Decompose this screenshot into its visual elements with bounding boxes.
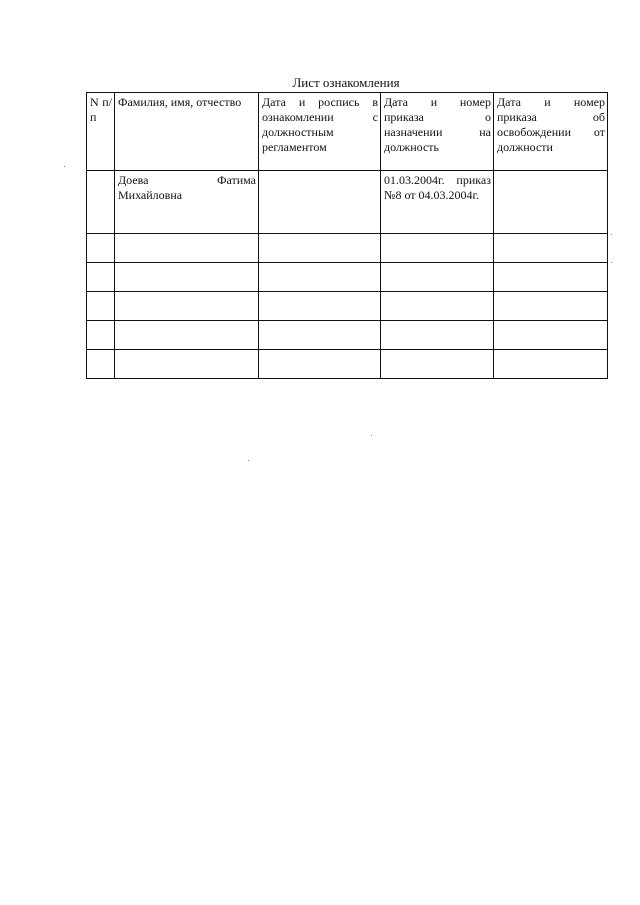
cell-full-name: Доева Фатима Михайловна: [115, 171, 259, 234]
cell-dismissal-order: [494, 292, 608, 321]
scan-speck: [64, 166, 65, 167]
cell-full-name: [115, 350, 259, 379]
cell-number: [87, 292, 115, 321]
cell-dismissal-order: [494, 171, 608, 234]
acknowledgement-table: [86, 92, 608, 379]
cell-appointment-order: [381, 234, 494, 263]
cell-number: [87, 350, 115, 379]
cell-acquaintance-date: [259, 350, 381, 379]
cell-dismissal-order: [494, 263, 608, 292]
sheet-title: Лист ознакомления: [292, 75, 400, 90]
table-row: [87, 292, 608, 321]
cell-appointment-order: 01.03.2004г. приказ №8 от 04.03.2004г.: [381, 171, 494, 234]
cell-appointment-order: [381, 292, 494, 321]
cell-appointment-order: [381, 350, 494, 379]
cell-full-name: [115, 321, 259, 350]
cell-acquaintance-date: [259, 263, 381, 292]
cell-appointment-order: [381, 321, 494, 350]
table-row: [87, 171, 608, 234]
table-row: [87, 263, 608, 292]
cell-number: [87, 234, 115, 263]
cell-full-name: [115, 292, 259, 321]
table-row: [87, 321, 608, 350]
cell-number: [87, 263, 115, 292]
cell-full-name: [115, 263, 259, 292]
scan-speck: [611, 234, 612, 235]
table-row: [87, 234, 608, 263]
header-full-name: Фамилия, имя, отчество: [115, 93, 259, 171]
cell-number: [87, 321, 115, 350]
scan-speck: [611, 262, 612, 263]
cell-number: [87, 171, 115, 234]
cell-dismissal-order: [494, 350, 608, 379]
cell-acquaintance-date: [259, 321, 381, 350]
cell-appointment-order: [381, 263, 494, 292]
cell-dismissal-order: [494, 321, 608, 350]
cell-full-name: [115, 234, 259, 263]
scan-speck: [371, 435, 372, 436]
cell-acquaintance-date: [259, 234, 381, 263]
cell-dismissal-order: [494, 234, 608, 263]
header-acquaintance-date: Дата и роспись в ознакомлении с должностным регламентом: [259, 93, 381, 171]
cell-acquaintance-date: [259, 292, 381, 321]
header-appointment-order: Дата и номер приказа о назначении на должность: [381, 93, 494, 171]
header-dismissal-order: Дата и номер приказа об освобождении от должности: [494, 93, 608, 171]
table-header-row: [87, 93, 608, 171]
cell-acquaintance-date: [259, 171, 381, 234]
table-row: [87, 350, 608, 379]
scan-speck: [248, 460, 249, 461]
header-number: N п/п: [87, 93, 115, 171]
